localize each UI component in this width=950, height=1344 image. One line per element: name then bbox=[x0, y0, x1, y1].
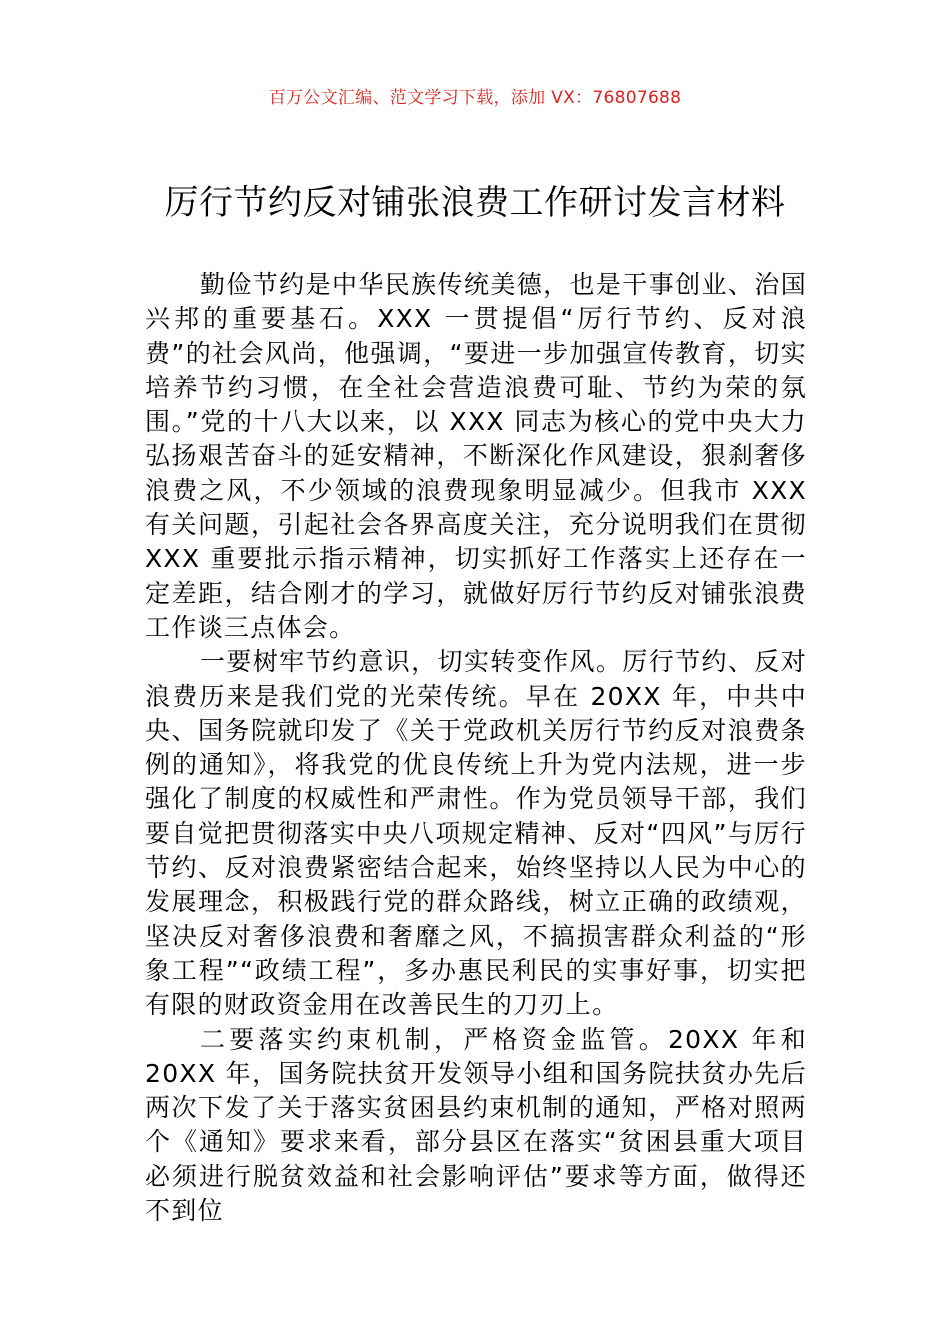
paragraph-point-two: 二要落实约束机制，严格资金监管。20XX 年和 20XX 年，国务院扶贫开发领导小组和国务院扶贫办先后两次下发了关于落实贫困县约束机制的通知，严格对照两个《通知》要求来看，部分县区在落实“贫困县重大项目必须进行脱贫效益和社会影响评估”要求等方面，做得还不到位 bbox=[145, 1024, 807, 1226]
document-title: 厉行节约反对铺张浪费工作研讨发言材料 bbox=[164, 183, 786, 223]
paragraph-point-one: 一要树牢节约意识，切实转变作风。厉行节约、反对浪费历来是我们党的光荣传统。早在 20XX 年，中共中央、国务院就印发了《关于党政机关厉行节约反对浪费条例的通知》，将我党的优良传统上升为党内法规，进一步强化了制度的权威性和严肃性。作为党员领导干部，我们要自觉把贯彻落实中央八项规定精神、反对“四风”与厉行节约、反对浪费紧密结合起来，始终坚持以人民为中心的发展理念，积极践行党的群众路线，树立正确的政绩观，坚决反对奢侈浪费和奢靡之风，不搞损害群众利益的“形象工程”“政绩工程”，多办惠民利民的实事好事，切实把有限的财政资金用在改善民生的刀刃上。 bbox=[145, 647, 807, 1020]
paragraph-intro: 勤俭节约是中华民族传统美德，也是干事创业、治国兴邦的重要基石。XXX 一贯提倡“厉行节约、反对浪费”的社会风尚，他强调，“要进一步加强宣传教育，切实培养节约习惯，在全社会营造浪费可耻、节约为荣的氛围。”党的十八大以来，以 XXX 同志为核心的党中央大力弘扬艰苦奋斗的延安精神，不断深化作风建设，狠刹奢侈浪费之风，不少领域的浪费现象明显减少。但我市 XXX 有关问题，引起社会各界高度关注，充分说明我们在贯彻 XXX 重要批示指示精神，切实抓好工作落实上还存在一定差距，结合刚才的学习，就做好厉行节约反对铺张浪费工作谈三点体会。 bbox=[145, 270, 807, 642]
watermark-banner: 百万公文汇编、范文学习下载，添加 VX：76807688 bbox=[268, 88, 682, 108]
document-body bbox=[145, 268, 807, 1228]
